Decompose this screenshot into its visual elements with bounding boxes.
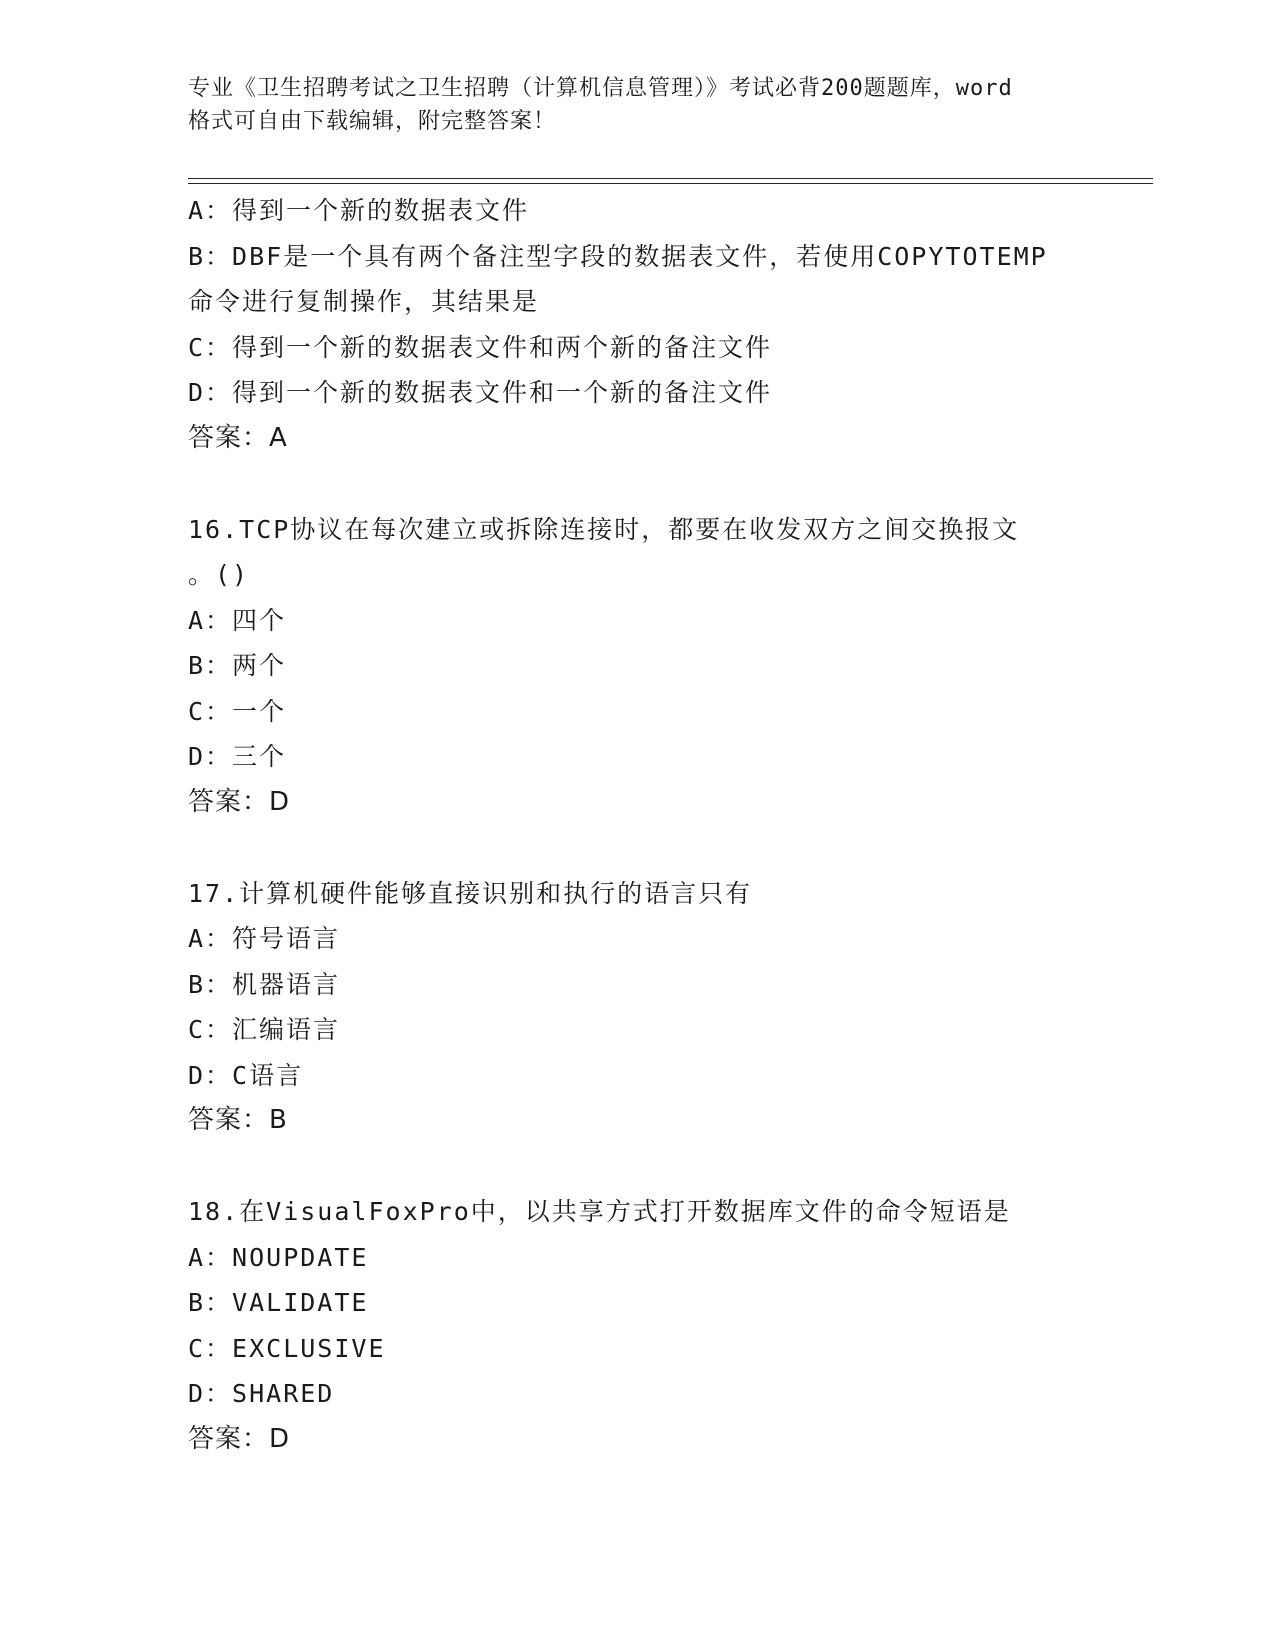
question-15-options (188, 188, 1088, 461)
option-b-continued: 命令进行复制操作，其结果是 (188, 287, 540, 316)
document-header (188, 72, 1088, 138)
option-a: A：得到一个新的数据表文件 (188, 196, 530, 225)
option-d: D：C语言 (188, 1060, 304, 1090)
question-16 (188, 507, 1088, 826)
option-c: C：汇编语言 (188, 1015, 341, 1044)
header-line-2: 格式可自由下载编辑，附完整答案！ (188, 109, 557, 134)
option-d: D：SHARED (188, 1379, 335, 1408)
option-a: A：四个 (188, 605, 287, 635)
option-a: A：符号语言 (188, 924, 341, 953)
option-d: D：得到一个新的数据表文件和一个新的备注文件 (188, 378, 773, 407)
option-c: C：得到一个新的数据表文件和两个新的备注文件 (188, 332, 773, 362)
option-b: B：DBF是一个具有两个备注型字段的数据表文件，若使用COPYTOTEMP (188, 241, 1048, 271)
option-c: C：EXCLUSIVE (188, 1333, 386, 1363)
spacer (188, 825, 1088, 871)
question-text-continued: 。() (188, 560, 250, 589)
question-text: 17.计算机硬件能够直接识别和执行的语言只有 (188, 878, 753, 908)
question-list (188, 188, 1088, 1462)
header-line-1: 专业《卫生招聘考试之卫生招聘（计算机信息管理）》考试必背200题题库，word (188, 76, 1013, 101)
question-17 (188, 871, 1088, 1144)
option-b: B：两个 (188, 651, 287, 680)
option-a: A：NOUPDATE (188, 1242, 369, 1272)
answer: 答案：D (188, 1423, 291, 1454)
answer: 答案：B (188, 1105, 288, 1135)
answer: 答案：D (188, 786, 291, 817)
option-b: B：VALIDATE (188, 1288, 369, 1317)
question-text: 16.TCP协议在每次建立或拆除连接时，都要在收发双方之间交换报文 (188, 514, 1020, 544)
option-d: D：三个 (188, 742, 287, 771)
question-18 (188, 1189, 1088, 1462)
option-c: C：一个 (188, 696, 287, 726)
option-b: B：机器语言 (188, 969, 341, 999)
spacer (188, 461, 1088, 507)
answer: 答案：A (188, 422, 288, 453)
header-divider (188, 178, 1153, 184)
spacer (188, 1144, 1088, 1190)
question-text: 18.在VisualFoxPro中，以共享方式打开数据库文件的命令短语是 (188, 1197, 1011, 1226)
